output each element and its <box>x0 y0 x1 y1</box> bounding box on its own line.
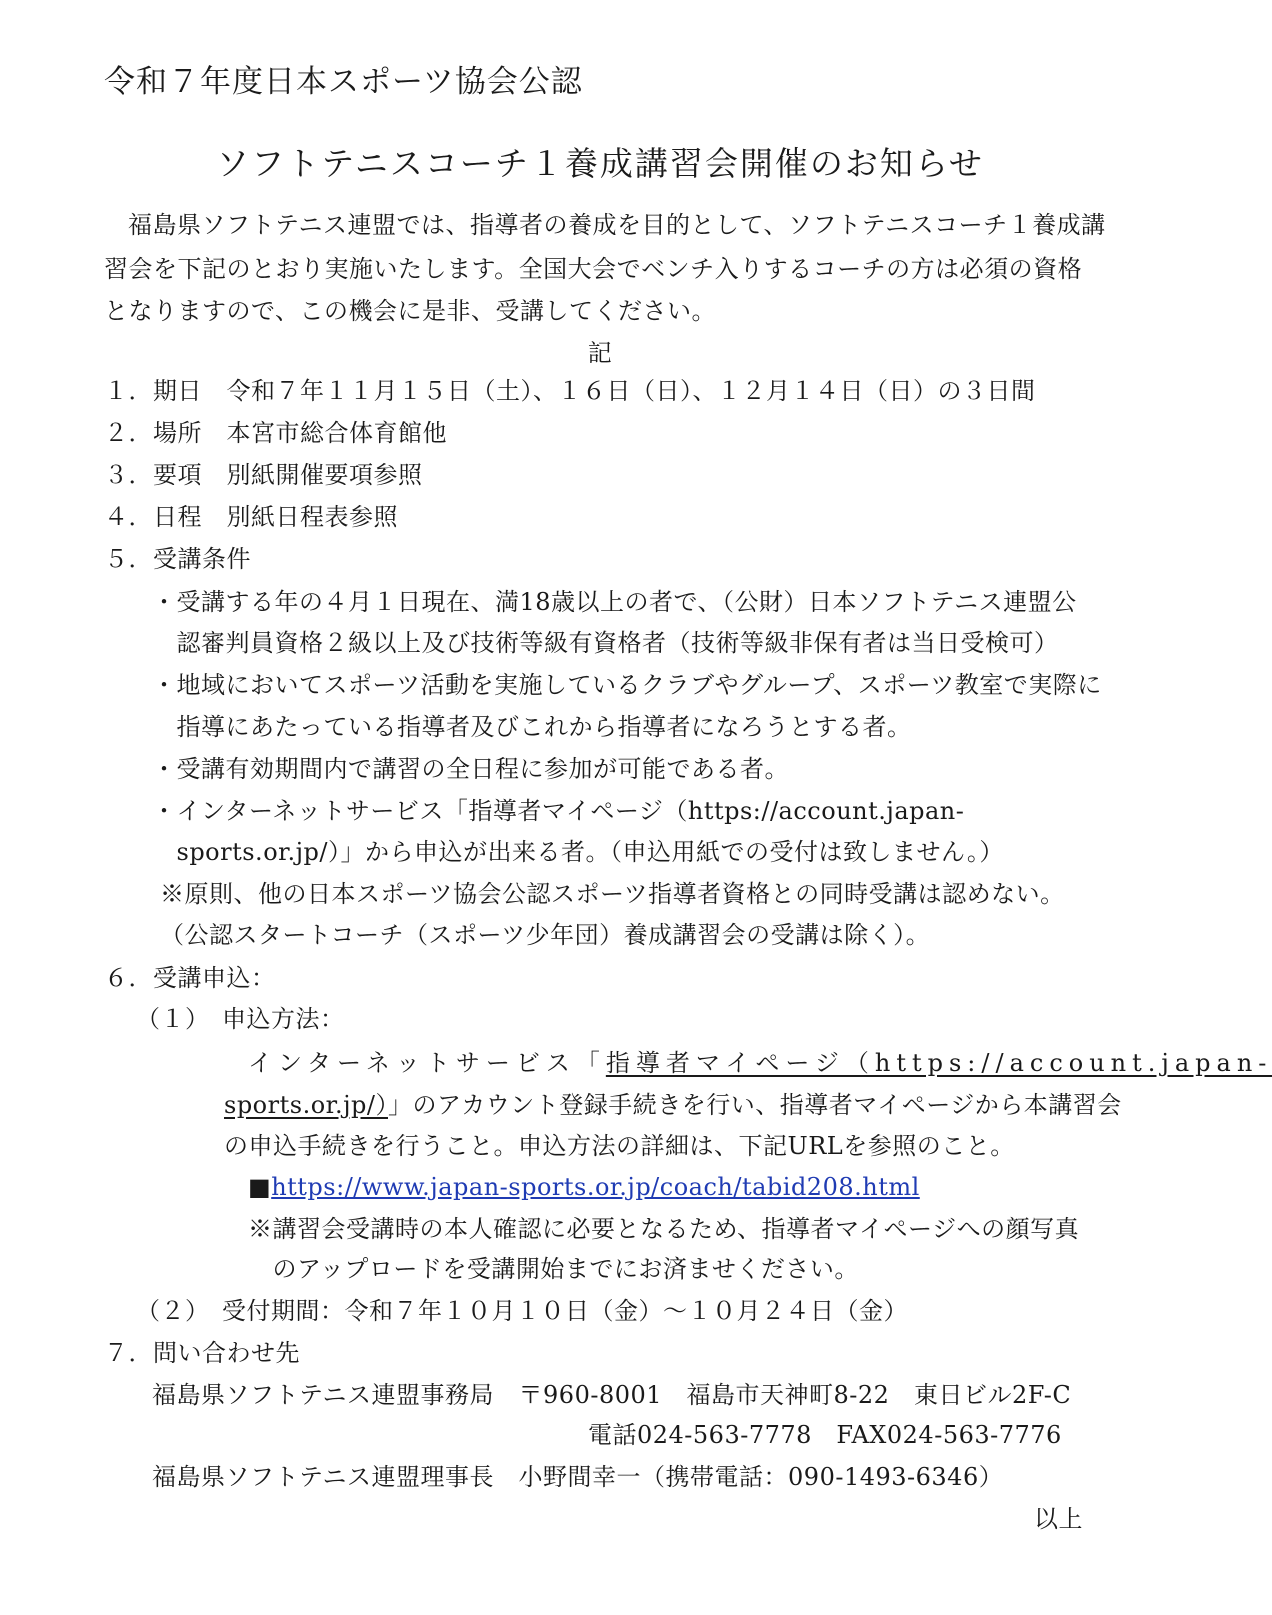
condition-line: ・インターネットサービス「指導者マイページ（https://account.japan- <box>152 797 965 825</box>
item-date: １．期日 令和７年１１月１５日（土）、１６日（日）、１２月１４日（日）の３日間 <box>104 377 1036 405</box>
note-line: ※原則、他の日本スポーツ協会公認スポーツ指導者資格との同時受講は認めない。 <box>160 880 1065 908</box>
note-line: （公認スタートコーチ（スポーツ少年団）養成講習会の受講は除く）。 <box>160 921 931 949</box>
contact-chair: 福島県ソフトテニス連盟理事長 小野間幸一（携帯電話：090-1493-6346） <box>152 1463 1004 1491</box>
condition-line: sports.or.jp/）」から申込が出来る者。（申込用紙での受付は致しません。） <box>152 838 1004 866</box>
item-schedule: ４．日程 別紙日程表参照 <box>104 503 398 531</box>
mypage-reference: 指導者マイページ（https://account.japan- <box>605 1049 1272 1077</box>
document-title: ソフトテニスコーチ１養成講習会開催のお知らせ <box>216 144 984 183</box>
method-line-2-text: 」のアカウント登録手続きを行い、指導者マイページから本講習会 <box>388 1091 1122 1119</box>
contact-heading: ７．問い合わせ先 <box>104 1339 300 1367</box>
ki-label: 記 <box>587 339 613 367</box>
url-line <box>248 1170 920 1204</box>
coach-url-link[interactable]: https://www.japan-sports.or.jp/coach/tabid208.html <box>271 1173 920 1201</box>
item-place: ２．場所 本宮市総合体育館他 <box>104 419 447 447</box>
intro-line-3: となりますので、この機会に是非、受講してください。 <box>104 297 717 325</box>
square-bullet-icon: ■ <box>248 1173 272 1201</box>
photo-note-line: ※講習会受講時の本人確認に必要となるため、指導者マイページへの顔写真 <box>248 1215 1080 1243</box>
method-line-1 <box>248 1046 1272 1080</box>
method-line-1-text: インターネットサービス「 <box>248 1049 606 1077</box>
item-conditions-heading: ５．受講条件 <box>104 545 251 573</box>
item-application-heading: ６．受講申込： <box>104 964 276 992</box>
contact-office: 福島県ソフトテニス連盟事務局 〒960-8001 福島市天神町8-22 東日ビル2F-C <box>152 1381 1072 1409</box>
photo-note-line: のアップロードを受講開始までにお済ませください。 <box>248 1255 859 1283</box>
method-heading: （１） 申込方法： <box>136 1005 345 1033</box>
intro-line-2: 習会を下記のとおり実施いたします。全国大会でベンチ入りするコーチの方は必須の資格 <box>104 255 1083 283</box>
contact-phone: 電話024-563-7778 FAX024-563-7776 <box>588 1421 1062 1449</box>
condition-line: ・受講する年の４月１日現在、満18歳以上の者で、（公財）日本ソフトテニス連盟公 <box>152 588 1077 616</box>
method-line-3: の申込手続きを行うこと。申込方法の詳細は、下記URLを参照のこと。 <box>224 1132 1015 1160</box>
condition-line: ・地域においてスポーツ活動を実施しているクラブやグループ、スポーツ教室で実際に <box>152 671 1102 699</box>
intro-line-1: 福島県ソフトテニス連盟では、指導者の養成を目的として、ソフトテニスコーチ１養成講 <box>128 211 1106 239</box>
closing-mark: 以上 <box>1034 1505 1083 1533</box>
condition-line: ・受講有効期間内で講習の全日程に参加が可能である者。 <box>152 755 789 783</box>
method-line-2 <box>224 1088 1122 1122</box>
org-heading: 令和７年度日本スポーツ協会公認 <box>104 64 583 100</box>
item-guide: ３．要項 別紙開催要項参照 <box>104 461 423 489</box>
application-period: （２） 受付期間：令和７年１０月１０日（金）～１０月２４日（金） <box>136 1297 908 1325</box>
mypage-reference-cont: sports.or.jp/） <box>224 1091 388 1119</box>
condition-line: 認審判員資格２級以上及び技術等級有資格者（技術等級非保有者は当日受検可） <box>152 629 1059 657</box>
condition-line: 指導にあたっている指導者及びこれから指導者になろうとする者。 <box>152 713 912 741</box>
